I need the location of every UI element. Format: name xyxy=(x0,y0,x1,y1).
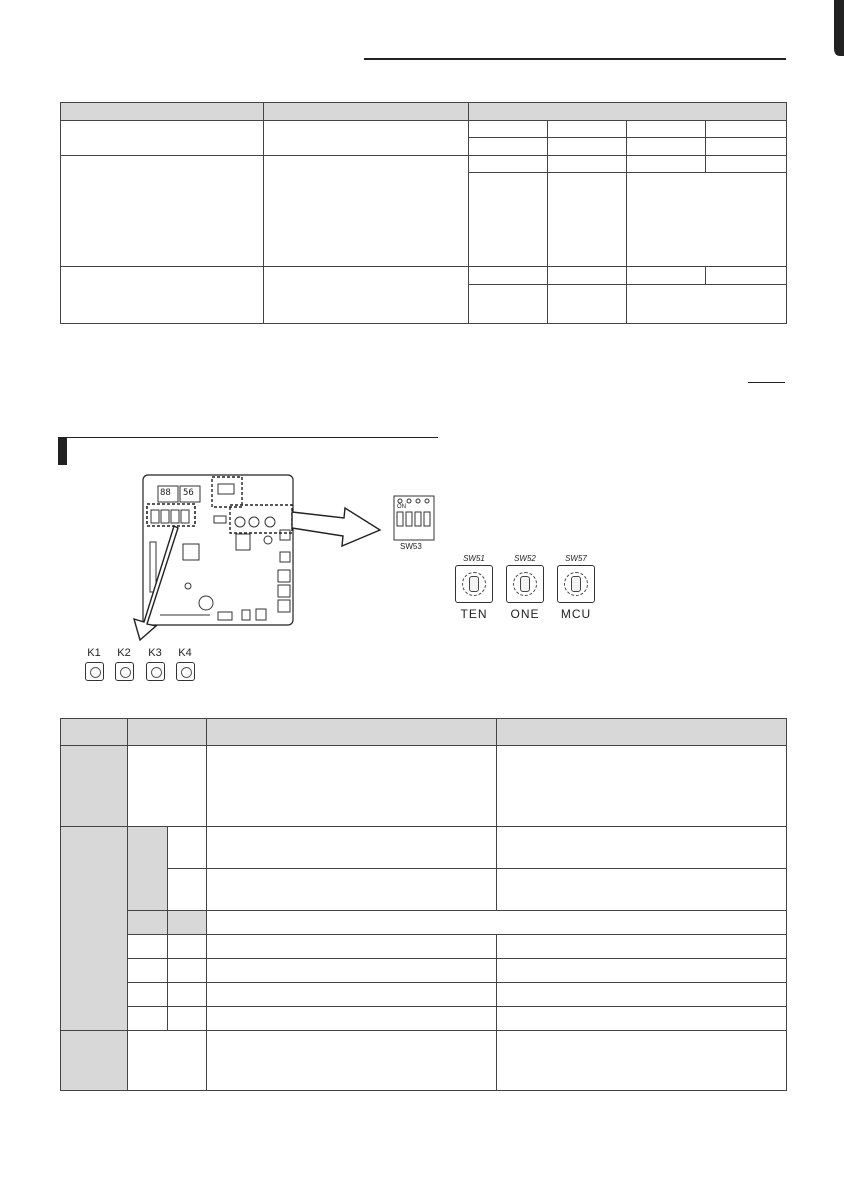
bottom-table-cell xyxy=(497,746,787,827)
bottom-table-row-header xyxy=(61,1031,128,1091)
bottom-table-cell xyxy=(168,983,207,1007)
bottom-table-sub-header xyxy=(128,827,168,911)
dip-switch-graphic xyxy=(393,495,435,541)
top-table xyxy=(60,102,787,324)
top-table-cell xyxy=(627,267,706,285)
bottom-table-cell xyxy=(168,1007,207,1031)
bottom-table-cell xyxy=(168,959,207,983)
rotary-switch-name: SW51 xyxy=(463,554,485,563)
bottom-table-cell xyxy=(128,935,168,959)
top-table-cell xyxy=(548,267,627,285)
dip-switch-on-label: ON xyxy=(397,504,406,510)
key-label: K3 xyxy=(148,647,162,659)
bottom-table-sub-header xyxy=(128,911,168,935)
rotary-switch-label: MCU xyxy=(560,607,592,621)
top-table-cell xyxy=(548,173,627,267)
bottom-table-cell xyxy=(207,983,497,1007)
top-table-cell xyxy=(548,156,627,173)
top-table-cell xyxy=(469,267,548,285)
top-table-cell xyxy=(61,267,264,324)
top-table-header-cell xyxy=(469,103,787,121)
rotary-switch-name: SW57 xyxy=(565,554,587,563)
bottom-table-cell xyxy=(497,983,787,1007)
key-label: K4 xyxy=(178,647,192,659)
top-table-cell xyxy=(627,138,706,156)
bottom-table-cell xyxy=(128,983,168,1007)
bottom-table-cell xyxy=(207,959,497,983)
top-table-cell xyxy=(469,121,548,138)
rotary-dial-icon xyxy=(557,565,595,603)
bottom-table-cell xyxy=(128,1007,168,1031)
rotary-switch-label: TEN xyxy=(460,607,488,621)
display-right: 56 xyxy=(183,488,194,498)
bottom-table-cell xyxy=(207,827,497,869)
push-button-icon xyxy=(176,662,195,681)
bottom-table-cell xyxy=(207,746,497,827)
section-heading-line xyxy=(58,437,438,438)
top-table-cell xyxy=(706,138,787,156)
bottom-table-header-cell xyxy=(128,719,207,746)
bottom-table-cell xyxy=(497,1007,787,1031)
bottom-table-cell xyxy=(207,1031,497,1091)
top-table-cell xyxy=(627,173,787,267)
key-label: K1 xyxy=(87,647,101,659)
dip-switch-label: SW53 xyxy=(400,542,422,551)
bottom-table-cell xyxy=(497,935,787,959)
bottom-table xyxy=(60,718,787,1091)
bottom-table-header-cell xyxy=(207,719,497,746)
bottom-table-header-cell xyxy=(497,719,787,746)
header-rule xyxy=(364,58,786,60)
top-table-cell xyxy=(264,267,469,324)
bottom-table-cell xyxy=(497,1031,787,1091)
top-table-cell xyxy=(706,267,787,285)
top-table-cell xyxy=(61,156,264,267)
top-table-cell xyxy=(264,121,469,156)
push-button-icon xyxy=(146,662,165,681)
bottom-table-cell xyxy=(207,1007,497,1031)
bottom-table-sub-header xyxy=(168,911,207,935)
bottom-table-cell xyxy=(207,869,497,911)
rotary-switch-label: ONE xyxy=(510,607,540,621)
bottom-table-cell xyxy=(497,959,787,983)
bottom-table-cell xyxy=(168,935,207,959)
rotary-switch-one xyxy=(499,554,551,621)
push-button-icon xyxy=(115,662,134,681)
key-k2 xyxy=(110,647,138,681)
top-table-cell xyxy=(548,285,627,324)
bottom-table-cell xyxy=(128,959,168,983)
top-table-cell xyxy=(469,173,548,267)
top-table-cell xyxy=(469,285,548,324)
bottom-table-cell xyxy=(497,827,787,869)
key-k3 xyxy=(141,647,169,681)
display-left: 88 xyxy=(160,488,171,498)
top-table-cell xyxy=(706,156,787,173)
bottom-table-cell xyxy=(128,746,207,827)
rotary-dial-icon xyxy=(506,565,544,603)
top-table-cell xyxy=(469,156,548,173)
top-table-header-cell xyxy=(61,103,264,121)
bottom-table-cell xyxy=(128,1031,207,1091)
push-button-icon xyxy=(85,662,104,681)
bottom-table-cell xyxy=(168,869,207,911)
section-heading-bar xyxy=(58,437,67,465)
rotary-switch-ten xyxy=(448,554,500,621)
bottom-table-cell xyxy=(207,911,787,935)
top-table-cell xyxy=(627,285,787,324)
top-table-cell xyxy=(548,121,627,138)
bottom-table-header-cell xyxy=(61,719,128,746)
bottom-table-cell xyxy=(497,869,787,911)
top-table-cell xyxy=(61,121,264,156)
key-k1 xyxy=(80,647,108,681)
top-table-cell xyxy=(706,121,787,138)
top-table-header-cell xyxy=(264,103,469,121)
bottom-table-row-header xyxy=(61,746,128,827)
key-k4 xyxy=(171,647,199,681)
short-underline xyxy=(748,382,785,383)
top-table-cell xyxy=(469,138,548,156)
top-table-cell xyxy=(548,138,627,156)
bottom-table-cell xyxy=(168,827,207,869)
top-table-cell xyxy=(627,121,706,138)
top-table-cell xyxy=(264,156,469,267)
bottom-table-cell xyxy=(207,935,497,959)
top-table-cell xyxy=(627,156,706,173)
rotary-dial-icon xyxy=(455,565,493,603)
page-tab-mark xyxy=(834,0,844,56)
rotary-switch-name: SW52 xyxy=(514,554,536,563)
rotary-switch-mcu xyxy=(550,554,602,621)
key-label: K2 xyxy=(117,647,131,659)
bottom-table-row-header xyxy=(61,827,128,1031)
